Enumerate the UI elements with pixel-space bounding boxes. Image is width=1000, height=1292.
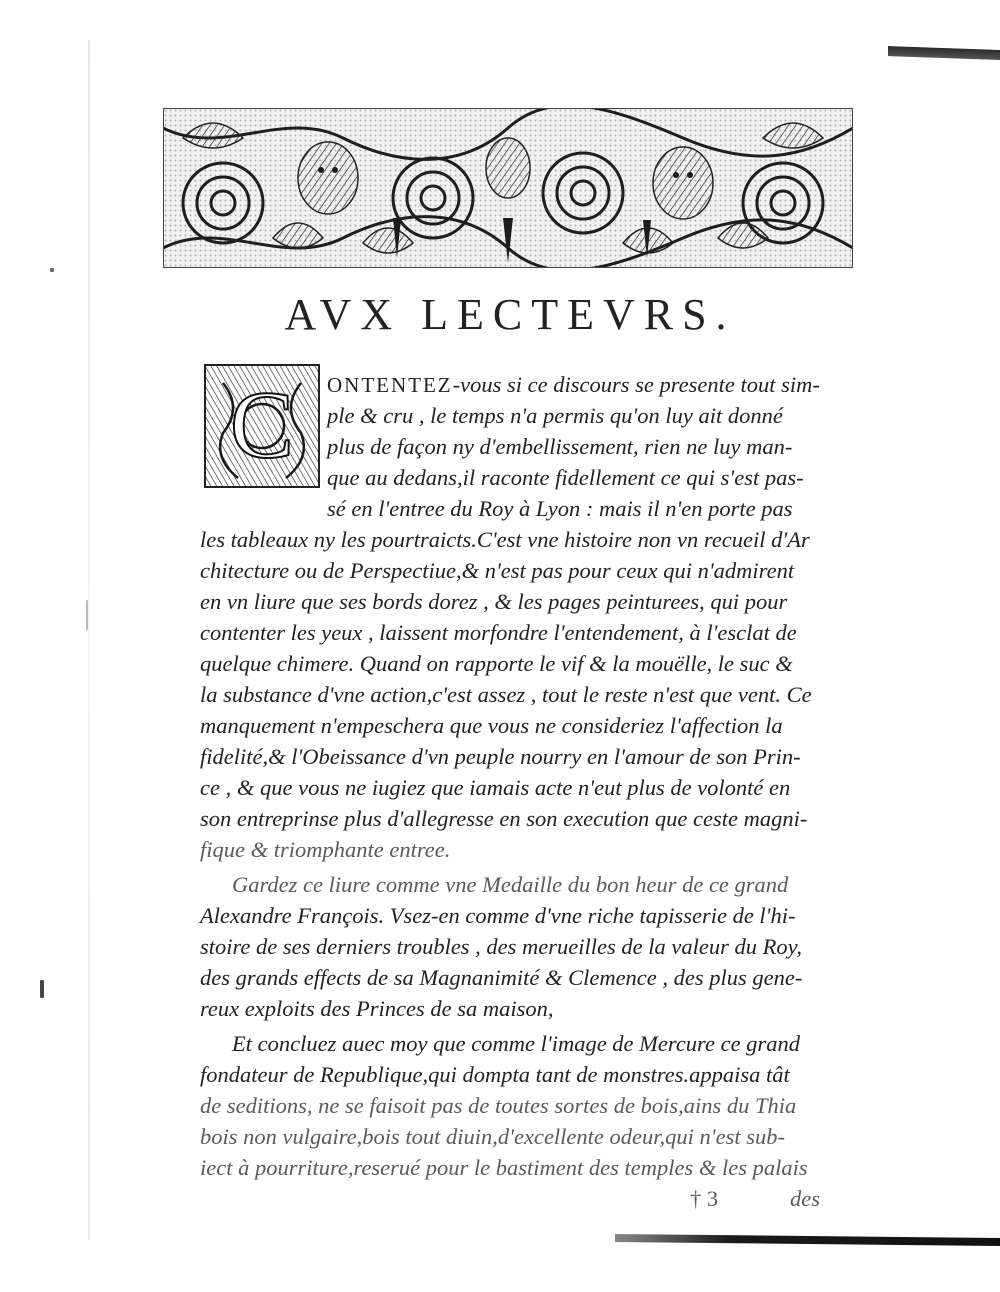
text-line: fique & triomphante entree. (200, 837, 451, 862)
text-line: ple & cru , le temps n'a permis qu'on luy ait donné (327, 403, 783, 428)
text-line: manquement n'empeschera que vous ne consideriez l'affection la (200, 713, 783, 738)
text-line: sé en l'entree du Roy à Lyon : mais il n'en porte pas (327, 496, 793, 521)
text-line: contenter les yeux , laissent morfondre l'entendement, à l'esclat de (200, 620, 797, 645)
text-line: fondateur de Republique,qui dompta tant de monstres.appaisa tât (200, 1062, 790, 1087)
ink-speck (50, 268, 54, 272)
ink-speck (86, 600, 88, 630)
scan-border-top (888, 46, 1000, 60)
decorated-initial (203, 363, 321, 489)
first-word: ONTENTEZ (327, 373, 453, 397)
text-line: stoire de ses derniers troubles , des merueilles de la valeur du Roy, (200, 934, 802, 959)
text-line: fidelité,& l'Obeissance d'vn peuple nourry en l'amour de son Prin- (200, 744, 801, 769)
scan-border-bottom (615, 1234, 1000, 1246)
text-line: des grands effects de sa Magnanimité & Clemence , des plus gene- (200, 965, 803, 990)
signature-mark: † 3 (690, 1186, 719, 1211)
page-title: AVX LECTEVRS. (284, 290, 736, 339)
page-edge-shadow (88, 40, 90, 1240)
foliage-ornament-icon (163, 108, 853, 268)
text-line: Gardez ce liure comme vne Medaille du bon heur de ce grand (232, 872, 789, 897)
text-line: plus de façon ny d'embellissement, rien ne luy man- (327, 434, 793, 459)
text-line: bois non vulgaire,bois tout diuin,d'excellente odeur,qui n'est sub- (200, 1124, 785, 1149)
text-line: Et concluez auec moy que comme l'image de Mercure ce grand (232, 1031, 800, 1056)
text-line: quelque chimere. Quand on rapporte le vif & la mouëlle, le suc & (200, 651, 793, 676)
first-line-rest: -vous si ce discours se presente tout sim- (452, 372, 820, 397)
text-line: de seditions, ne se faisoit pas de toutes sortes de bois,ains du Thia (200, 1093, 797, 1118)
drop-cap-ornament-icon (203, 363, 321, 489)
drop-cap-letter: C (229, 371, 295, 478)
text-line: reux exploits des Princes de sa maison, (200, 996, 554, 1021)
ink-speck (40, 980, 44, 998)
text-line: que au dedans,il raconte fidellement ce qui s'est pas- (327, 465, 804, 490)
text-line: son entreprinse plus d'allegresse en son execution que ceste magni- (200, 806, 808, 831)
text-line: iect à pourriture,reserué pour le bastiment des temples & les palais (200, 1155, 808, 1180)
catchword: des (790, 1186, 820, 1211)
text-line: Alexandre François. Vsez-en comme d'vne riche tapisserie de l'hi- (200, 903, 796, 928)
text-line: en vn liure que ses bords dorez , & les pages peinturees, qui pour (200, 589, 788, 614)
text-line: chitecture ou de Perspectiue,& n'est pas pour ceux qui n'admirent (200, 558, 795, 583)
text-line: ce , & que vous ne iugiez que iamais acte n'eut plus de volonté en (200, 775, 791, 800)
text-line: la substance d'vne action,c'est assez , tout le reste n'est que vent. Ce (200, 682, 812, 707)
ornamental-headpiece (163, 108, 853, 268)
text-line (327, 370, 820, 400)
text-line: les tableaux ny les pourtraicts.C'est vne histoire non vn recueil d'Ar (200, 527, 810, 552)
